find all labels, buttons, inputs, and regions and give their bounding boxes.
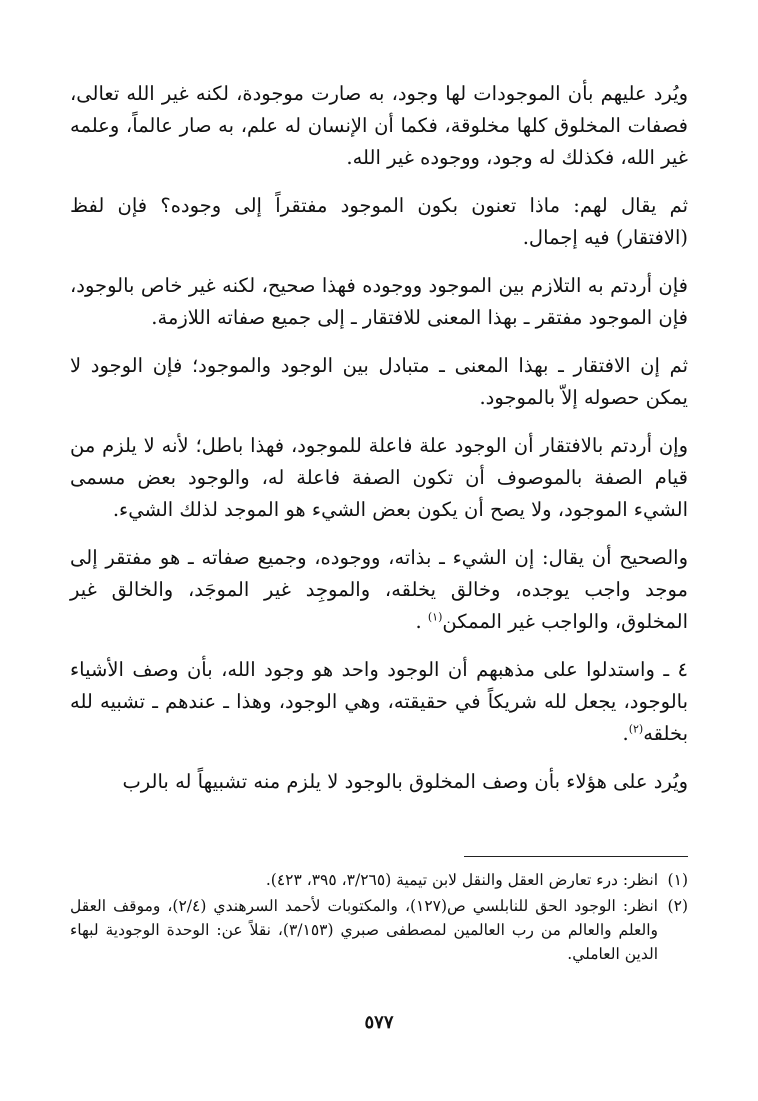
page-number: ٥٧٧: [364, 1012, 394, 1033]
footnote-2-text: انظر: الوجود الحق للنابلسي ص(١٢٧)، والمكتوبات لأحمد السرهندي (٢/٤)، وموقف العقل والعلم والعالم من رب العالمين لمصطفى صبري (٣/١٥٣)، نقلاً عن: الوحدة الوجودية لبهاء الدين العاملي.: [70, 897, 658, 963]
footnotes: [70, 868, 688, 968]
paragraph-8: ويُرد على هؤلاء بأن وصف المخلوق بالوجود لا يلزم منه تشبيهاً له بالرب: [122, 770, 688, 793]
footnote-ref-1[interactable]: (١): [427, 610, 443, 624]
footnote-2: [70, 894, 688, 966]
paragraph-6-end: .: [415, 610, 422, 633]
paragraph-3: فإن أردتم به التلازم بين الموجود ووجوده فهذا صحيح، لكنه غير خاص بالوجود، فإن الموجود مفتقر ـ بهذا المعنى للافتقار ـ إلى جميع صفاته اللازمة.: [70, 274, 688, 329]
footnote-1: [70, 868, 688, 892]
footnote-divider: [464, 856, 688, 857]
paragraph-4: ثم إن الافتقار ـ بهذا المعنى ـ متبادل بين الوجود والموجود؛ فإن الوجود لا يمكن حصوله إلاّ بالموجود.: [70, 354, 688, 409]
paragraph-5: وإن أردتم بالافتقار أن الوجود علة فاعلة للموجود، فهذا باطل؛ لأنه لا يلزم من قيام الصفة بالموصوف أن تكون الصفة فاعلة له، والوجود بعض مسمى الشيء الموجود، ولا يصح أن يكون بعض الشيء هو الموجد لذلك الشيء.: [70, 434, 688, 521]
paragraph-6: [70, 542, 688, 638]
paragraph-7-end: .: [622, 722, 629, 745]
paragraph-2: ثم يقال لهم: ماذا تعنون بكون الموجود مفتقراً إلى وجوده؟ فإن لفظ (الافتقار) فيه إجمال.: [70, 194, 688, 249]
footnote-1-text: انظر: درء تعارض العقل والنقل لابن تيمية (٣/٢٦٥، ٣٩٥، ٤٢٣).: [265, 871, 658, 889]
footnote-2-number: (٢): [667, 897, 688, 915]
paragraph-6-text: والصحيح أن يقال: إن الشيء ـ بذاته، ووجوده، وجميع صفاته ـ هو مفتقر إلى موجد واجب يوجده، وخالق يخلقه، والموجِد غير الموجَد، والخالق غير المخلوق، والواجب غير الممكن: [70, 546, 688, 633]
paragraph-1: ويُرد عليهم بأن الموجودات لها وجود، به صارت موجودة، لكنه غير الله تعالى، فصفات المخلوق كلها مخلوقة، فكما أن الإنسان له علم، به صار عالماً، وعلمه غير الله، فكذلك له وجود، ووجوده غير الله.: [70, 82, 688, 169]
main-text: [70, 78, 688, 814]
paragraph-7-text: ٤ ـ واستدلوا على مذهبهم أن الوجود واحد هو وجود الله، بأن وصف الأشياء بالوجود، يجعل لله شريكاً في حقيقته، وهي الوجود، وهذا ـ عندهم ـ تشبيه لله بخلقه: [70, 658, 688, 745]
paragraph-7: [70, 654, 688, 750]
footnote-ref-2[interactable]: (٢): [628, 722, 644, 736]
footnote-1-number: (١): [667, 871, 688, 889]
